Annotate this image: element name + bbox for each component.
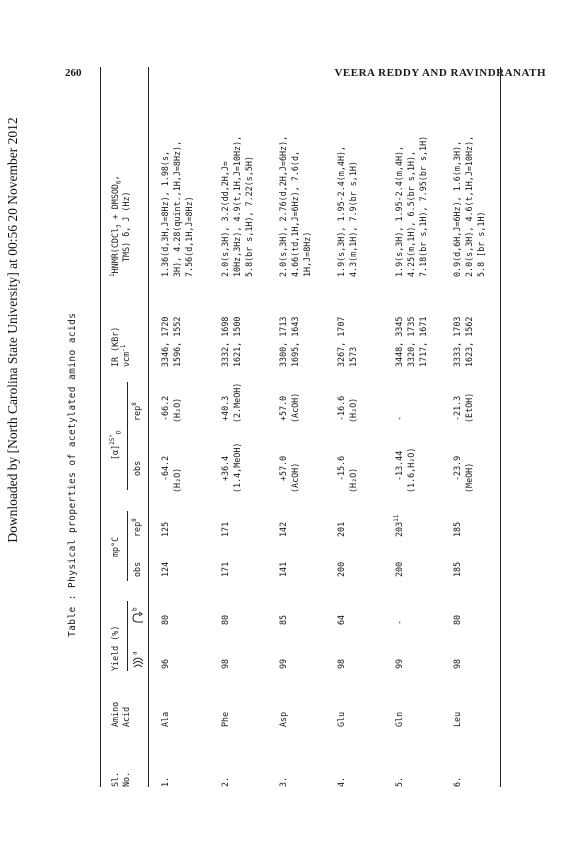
cell-rotation-obs: -23.9 xyxy=(452,455,462,481)
reflux-arrow-icon xyxy=(132,611,144,625)
cell-nmr-line: 7.18(br s,1H), 7.95(br s,1H) xyxy=(418,135,428,277)
table-bottom-rule xyxy=(500,67,501,787)
header-mp: mp°C xyxy=(110,536,120,557)
cell-rotation-rep: -21.3 xyxy=(452,395,462,421)
header-ir-unit: νcm$^{-1}$ xyxy=(120,344,131,367)
cell-mp-obs: 141 xyxy=(278,561,288,577)
cell-ir-2: 1695, 1643 xyxy=(290,316,300,367)
table-header-rule xyxy=(148,67,149,787)
cell-rotation-rep: +57.0 xyxy=(278,395,288,421)
cell-rotation-rep-solvent: (EtOH) xyxy=(464,392,474,423)
cell-mp-rep: 171 xyxy=(220,521,230,537)
cell-sl-no: 4. xyxy=(336,776,346,787)
cell-mp-obs: 124 xyxy=(160,561,170,577)
header-no: No. xyxy=(121,771,131,787)
cell-ir-3: 1717, 1671 xyxy=(418,316,428,367)
cell-nmr-line: 1H,J=8Hz) xyxy=(302,231,312,277)
cell-nmr-line: 2.0(s,3H), 3.2(dd,2H,J= xyxy=(220,161,230,277)
cell-rotation-obs: -64.2 xyxy=(160,455,170,481)
cell-ir-2: 1623, 1562 xyxy=(464,316,474,367)
cell-rotation-rep: +40.3 xyxy=(220,395,230,421)
cell-yield-b: - xyxy=(394,619,404,625)
rotated-table xyxy=(60,67,536,787)
header-rotation: $[\alpha]^{25^\circ}_D$ xyxy=(109,430,123,460)
cell-mp-obs: 200 xyxy=(336,561,346,577)
cell-nmr-line: 2.0(s,3H), 2.76(d,2H,J=6Hz), xyxy=(278,135,288,277)
cell-sl-no: 6. xyxy=(452,776,462,787)
cell-amino-acid: Asp xyxy=(278,711,288,727)
header-ir: IR (KBr) xyxy=(110,326,120,367)
cell-nmr-line: 4.3(m,1H), 7.9(br s,1H) xyxy=(348,161,358,277)
header-yield: Yield (%) xyxy=(110,625,120,671)
cell-nmr-line: 4.66(td,1H,J=6Hz), 7.6(d, xyxy=(290,150,300,277)
cell-yield-b: 80 xyxy=(452,614,462,625)
cell-ir-1: 3448, 3345 xyxy=(394,316,404,367)
cell-sl-no: 5. xyxy=(394,776,404,787)
download-watermark-line: Downloaded by [North Carolina State University] at 00:56 20 November 2012 xyxy=(5,117,20,543)
cell-rotation-obs-solvent: (H₂O) xyxy=(348,467,358,493)
cell-mp-rep: $203^{11}$ xyxy=(393,514,404,537)
header-mp-rep: rep$^8$ xyxy=(131,518,142,537)
cell-rotation-rep: -16.6 xyxy=(336,395,346,421)
yield-rule xyxy=(127,601,128,671)
cell-ir-2: 3320, 1735 xyxy=(406,316,416,367)
cell-yield-b: 85 xyxy=(278,614,288,625)
cell-rotation-rep-solvent: (H₂O) xyxy=(348,397,358,423)
cell-yield-a: 98 xyxy=(336,658,346,669)
cell-rotation-rep-solvent: (2.MeOH) xyxy=(232,382,242,423)
ultrasound-icon xyxy=(132,655,144,669)
rotation-rule xyxy=(127,382,128,490)
cell-yield-a: 99 xyxy=(394,658,404,669)
header-nmr: $^1$HNMR(CDCl$_3$ + $DMSOD_6$, xyxy=(109,175,123,277)
cell-nmr-line: 0.9(d,6H,J=6Hz), 1.6(m,3H), xyxy=(452,140,462,277)
cell-mp-rep: 125 xyxy=(160,521,170,537)
cell-rotation-obs: -13.44 xyxy=(394,450,404,481)
cell-nmr-line: 5.8 [br s,1H) xyxy=(476,211,486,277)
cell-nmr-line: 5.8(br s,1H), 7.22(s,5H) xyxy=(244,155,254,277)
cell-rotation-obs-solvent: (MeOH) xyxy=(464,462,474,493)
cell-yield-b: 80 xyxy=(220,614,230,625)
cell-rotation-obs-solvent: (AcOH) xyxy=(290,462,300,493)
cell-nmr-line: 1.36(d,3H,J=8Hz), 1.98(s, xyxy=(160,150,170,277)
header-mp-obs: obs xyxy=(132,561,142,577)
cell-yield-a: 98 xyxy=(452,658,462,669)
header-yield-b: b xyxy=(132,607,144,625)
cell-rotation-obs-solvent: (1.6,H₂O) xyxy=(406,447,416,493)
header-nmr-2: TMS) δ, J (Hz) xyxy=(121,191,131,262)
cell-nmr-line: 1.9(s,3H), 1.95-2.4(m,4H), xyxy=(394,145,404,277)
cell-rotation-obs: -15.6 xyxy=(336,455,346,481)
cell-ir-1: 3267, 1707 xyxy=(336,316,346,367)
cell-ir-1: 3346, 1720 xyxy=(160,316,170,367)
cell-ir-2: 1621, 1500 xyxy=(232,316,242,367)
page-number: 260 xyxy=(65,67,82,79)
cell-ir-1: 3333, 1703 xyxy=(452,316,462,367)
cell-rotation-obs: +36.4 xyxy=(220,455,230,481)
cell-sl-no: 2. xyxy=(220,776,230,787)
cell-sl-no: 3. xyxy=(278,776,288,787)
cell-nmr-line: 2.0(s,3H), 4.6(t,1H,J=10Hz), xyxy=(464,135,474,277)
cell-yield-a: 96 xyxy=(160,658,170,669)
cell-amino-acid: Leu xyxy=(452,711,462,727)
cell-rotation-rep: -66.2 xyxy=(160,395,170,421)
cell-mp-obs: 171 xyxy=(220,561,230,577)
cell-yield-a: 99 xyxy=(278,658,288,669)
cell-sl-no: 1. xyxy=(160,776,170,787)
cell-rotation-rep-solvent: (AcOH) xyxy=(290,392,300,423)
cell-amino-acid: Gln xyxy=(394,711,404,727)
cell-ir-1: 3300, 1713 xyxy=(278,316,288,367)
header-yield-a: a xyxy=(132,651,144,669)
cell-nmr-line: 7.56(d,1H,J=8Hz) xyxy=(184,196,194,277)
header-rot-obs: obs xyxy=(132,460,142,476)
cell-yield-b: 64 xyxy=(336,614,346,625)
cell-nmr-line: 10Hz,3Hz), 4.9(t,1H,J=10Hz), xyxy=(232,135,242,277)
cell-amino-acid: Phe xyxy=(220,711,230,727)
header-sl: Sl. xyxy=(110,771,120,787)
header-rot-rep: rep$^8$ xyxy=(131,402,142,421)
cell-amino-acid: Ala xyxy=(160,711,170,727)
header-amino: Amino xyxy=(110,701,120,727)
cell-ir-2: 1573 xyxy=(348,346,358,367)
cell-rotation-obs: +57.0 xyxy=(278,455,288,481)
cell-amino-acid: Glu xyxy=(336,711,346,727)
cell-yield-b: 80 xyxy=(160,614,170,625)
cell-rotation-rep: - xyxy=(394,415,404,421)
cell-nmr-line: 1.9(s,3H), 1.95-2.4(m,4H), xyxy=(336,145,346,277)
cell-rotation-obs-solvent: (H₂O) xyxy=(172,467,182,493)
cell-ir-1: 3332, 1698 xyxy=(220,316,230,367)
cell-nmr-line: 3H), 4.28(quint.,1H,J=8Hz), xyxy=(172,140,182,277)
mp-rule xyxy=(127,511,128,581)
cell-nmr-line: 4.25(m,1H), 6.5(br s,1H), xyxy=(406,150,416,277)
running-head: VEERA REDDY AND RAVINDRANATH xyxy=(334,67,546,79)
table-top-rule xyxy=(100,67,101,787)
cell-mp-obs: 200 xyxy=(394,561,404,577)
cell-yield-a: 98 xyxy=(220,658,230,669)
cell-rotation-obs-solvent: (1.4,MeOH) xyxy=(232,442,242,493)
cell-ir-2: 1596, 1552 xyxy=(172,316,182,367)
header-acid: Acid xyxy=(121,706,131,727)
cell-rotation-rep-solvent: (H₂O) xyxy=(172,397,182,423)
cell-mp-obs: 185 xyxy=(452,561,462,577)
cell-mp-rep: 185 xyxy=(452,521,462,537)
cell-mp-rep: 142 xyxy=(278,521,288,537)
cell-mp-rep: 201 xyxy=(336,521,346,537)
table-caption: Table : Physical properties of acetylated amino acids xyxy=(67,312,78,637)
